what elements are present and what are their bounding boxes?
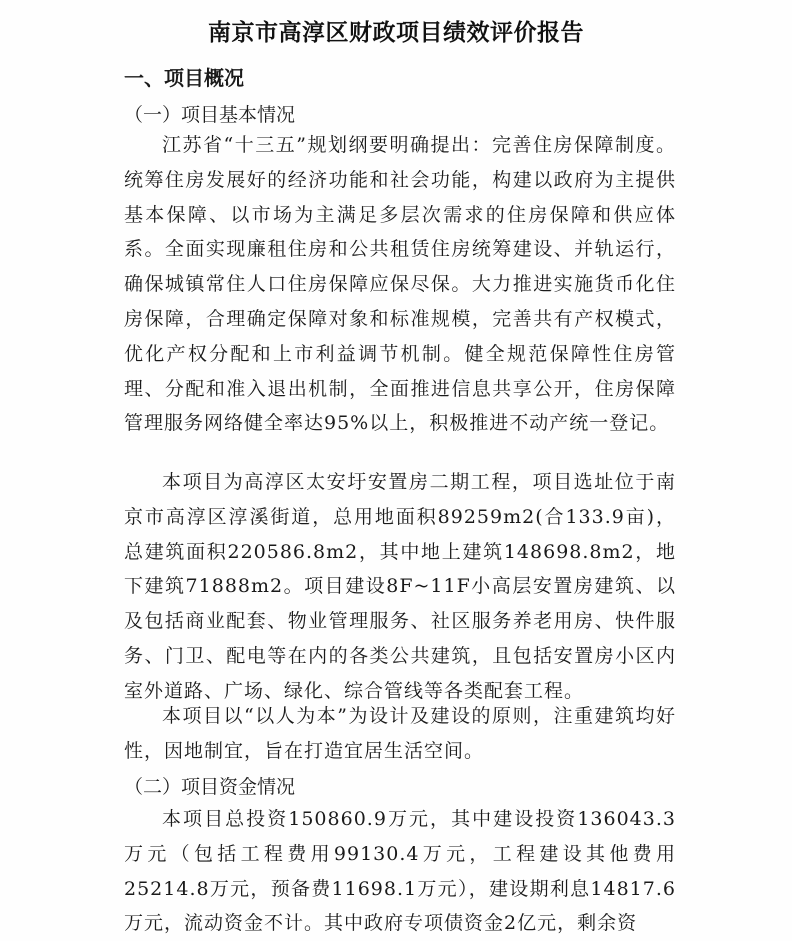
subsection-heading-basic-info: （一）项目基本情况 — [124, 104, 296, 126]
paragraph-funding-details: 本项目总投资150860.9万元，其中建设投资136043.3万元（包括工程费用99130.4万元，工程建设其他费用25214.8万元，预备费11698.1万元），建设期利息14817.6万元，流动资金不计。其中政府专项债资金2亿元，剩余资 — [124, 808, 676, 935]
paragraph-project-description: 本项目为高淳区太安圩安置房二期工程，项目选址位于南京市高淳区淳溪街道，总用地面积89259m2(合133.9亩)，总建筑面积220586.8m2，其中地上建筑148698.8m2，地下建筑71888m2。项目建设8F~11F小高层安置房建筑、以及包括商业配套、物业管理服务、社区服务养老用房、快件服务、门卫、配电等在内的各类公共建筑，且包括安置房小区内室外道路、广场、绿化、综合管线等各类配套工程。 — [124, 471, 676, 702]
paragraph-planning-outline: 江苏省“十三五”规划纲要明确提出：完善住房保障制度。统筹住房发展好的经济功能和社会功能，构建以政府为主提供基本保障、以市场为主满足多层次需求的住房保障和供应体系。全面实现廉租住房和公共租赁住房统筹建设、并轨运行，确保城镇常住人口住房保障应保尽保。大力推进实施货币化住房保障，合理确定保障对象和标准规模，完善共有产权模式，优化产权分配和上市利益调节机制。健全规范保障性住房管理、分配和准入退出机制，全面推进信息共享公开，住房保障管理服务网络健全率达95%以上，积极推进不动产统一登记。 — [124, 134, 676, 435]
section-heading-overview: 一、项目概况 — [124, 66, 244, 90]
paragraph-design-principle: 本项目以“以人为本”为设计及建设的原则，注重建筑均好性，因地制宜，旨在打造宜居生活空间。 — [124, 705, 676, 762]
subsection-heading-funding: （二）项目资金情况 — [124, 776, 296, 798]
document-title: 南京市高淳区财政项目绩效评价报告 — [208, 20, 584, 46]
